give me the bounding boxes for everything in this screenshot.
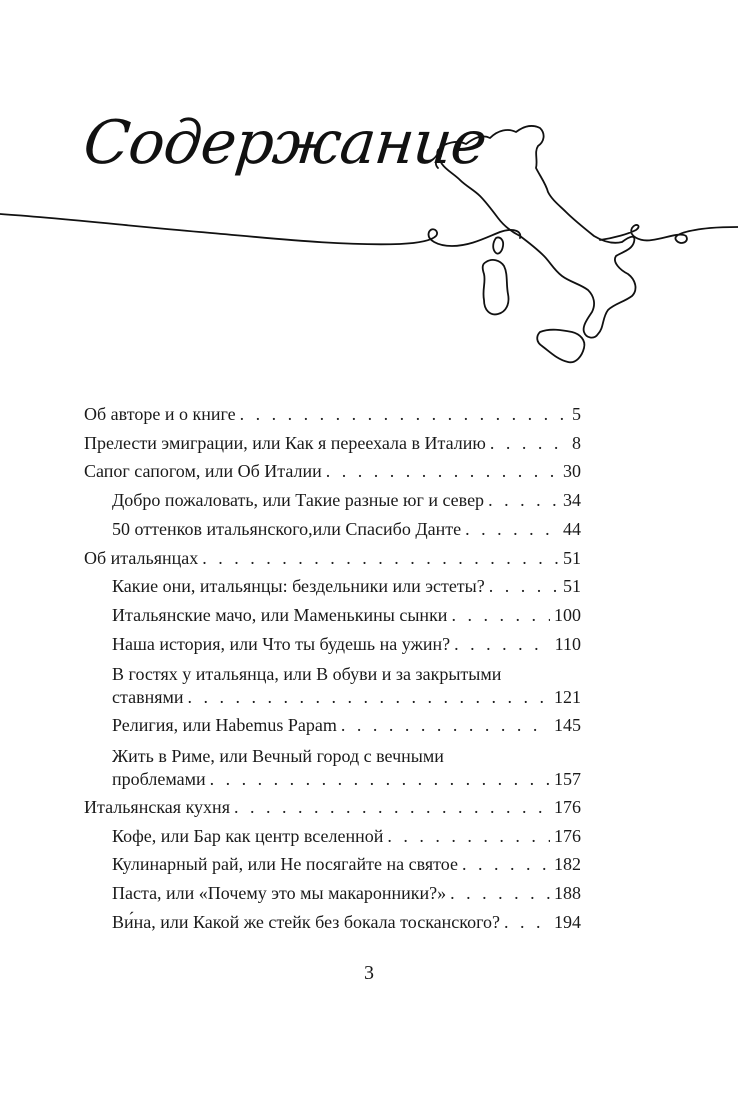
toc-subentry[interactable]: Паста, или «Почему это мы макаронники?» . . . 188 [84, 879, 581, 908]
toc-subentry[interactable]: Кулинарный рай, или Не посягайте на святое . . . 182 [84, 850, 581, 879]
toc-subentry[interactable]: Жить в Риме, или Вечный город с вечными проблемами . . . 157 [84, 740, 581, 793]
toc-entry[interactable]: Итальянская кухня . . . 176 [84, 793, 581, 822]
toc-subentry[interactable]: Ви́на, или Какой же стейк без бокала тосканского? . . . 194 [84, 908, 581, 937]
toc-subentry[interactable]: Добро пожаловать, или Такие разные юг и север . . . 34 [84, 486, 581, 515]
toc-subentry[interactable]: Кофе, или Бар как центр вселенной . . . 176 [84, 822, 581, 851]
toc-entry[interactable]: Прелести эмиграции, или Как я переехала в Италию . . . 8 [84, 429, 581, 458]
page-number: 3 [364, 962, 374, 984]
toc-subentry[interactable]: Какие они, итальянцы: бездельники или эстеты? . . . 51 [84, 572, 581, 601]
decorative-swash-line [0, 214, 520, 246]
toc-entry[interactable]: Об итальянцах . . . 51 [84, 544, 581, 573]
sicily-outline [537, 330, 584, 363]
toc-subentry[interactable]: 50 оттенков итальянского,или Спасибо Данте . . . 44 [84, 515, 581, 544]
decorative-swash-right [600, 225, 738, 243]
sardinia-outline [483, 260, 509, 314]
toc-subentry[interactable]: В гостях у итальянца, или В обуви и за закрытыми ставнями . . . 121 [84, 658, 581, 711]
page-title: Содержание [80, 108, 490, 178]
toc-entry[interactable]: Сапог сапогом, или Об Италии . . . 30 [84, 457, 581, 486]
table-of-contents [84, 400, 581, 937]
toc-subentry[interactable]: Наша история, или Что ты будешь на ужин? . . . 110 [84, 630, 581, 659]
corsica-outline [493, 237, 503, 253]
toc-subentry[interactable]: Религия, или Habemus Papam . . . 145 [84, 711, 581, 740]
italy-map-illustration [0, 0, 738, 400]
toc-entry[interactable]: Об авторе и о книге . . . 5 [84, 400, 581, 429]
toc-subentry[interactable]: Итальянские мачо, или Маменькины сынки . . . 100 [84, 601, 581, 630]
